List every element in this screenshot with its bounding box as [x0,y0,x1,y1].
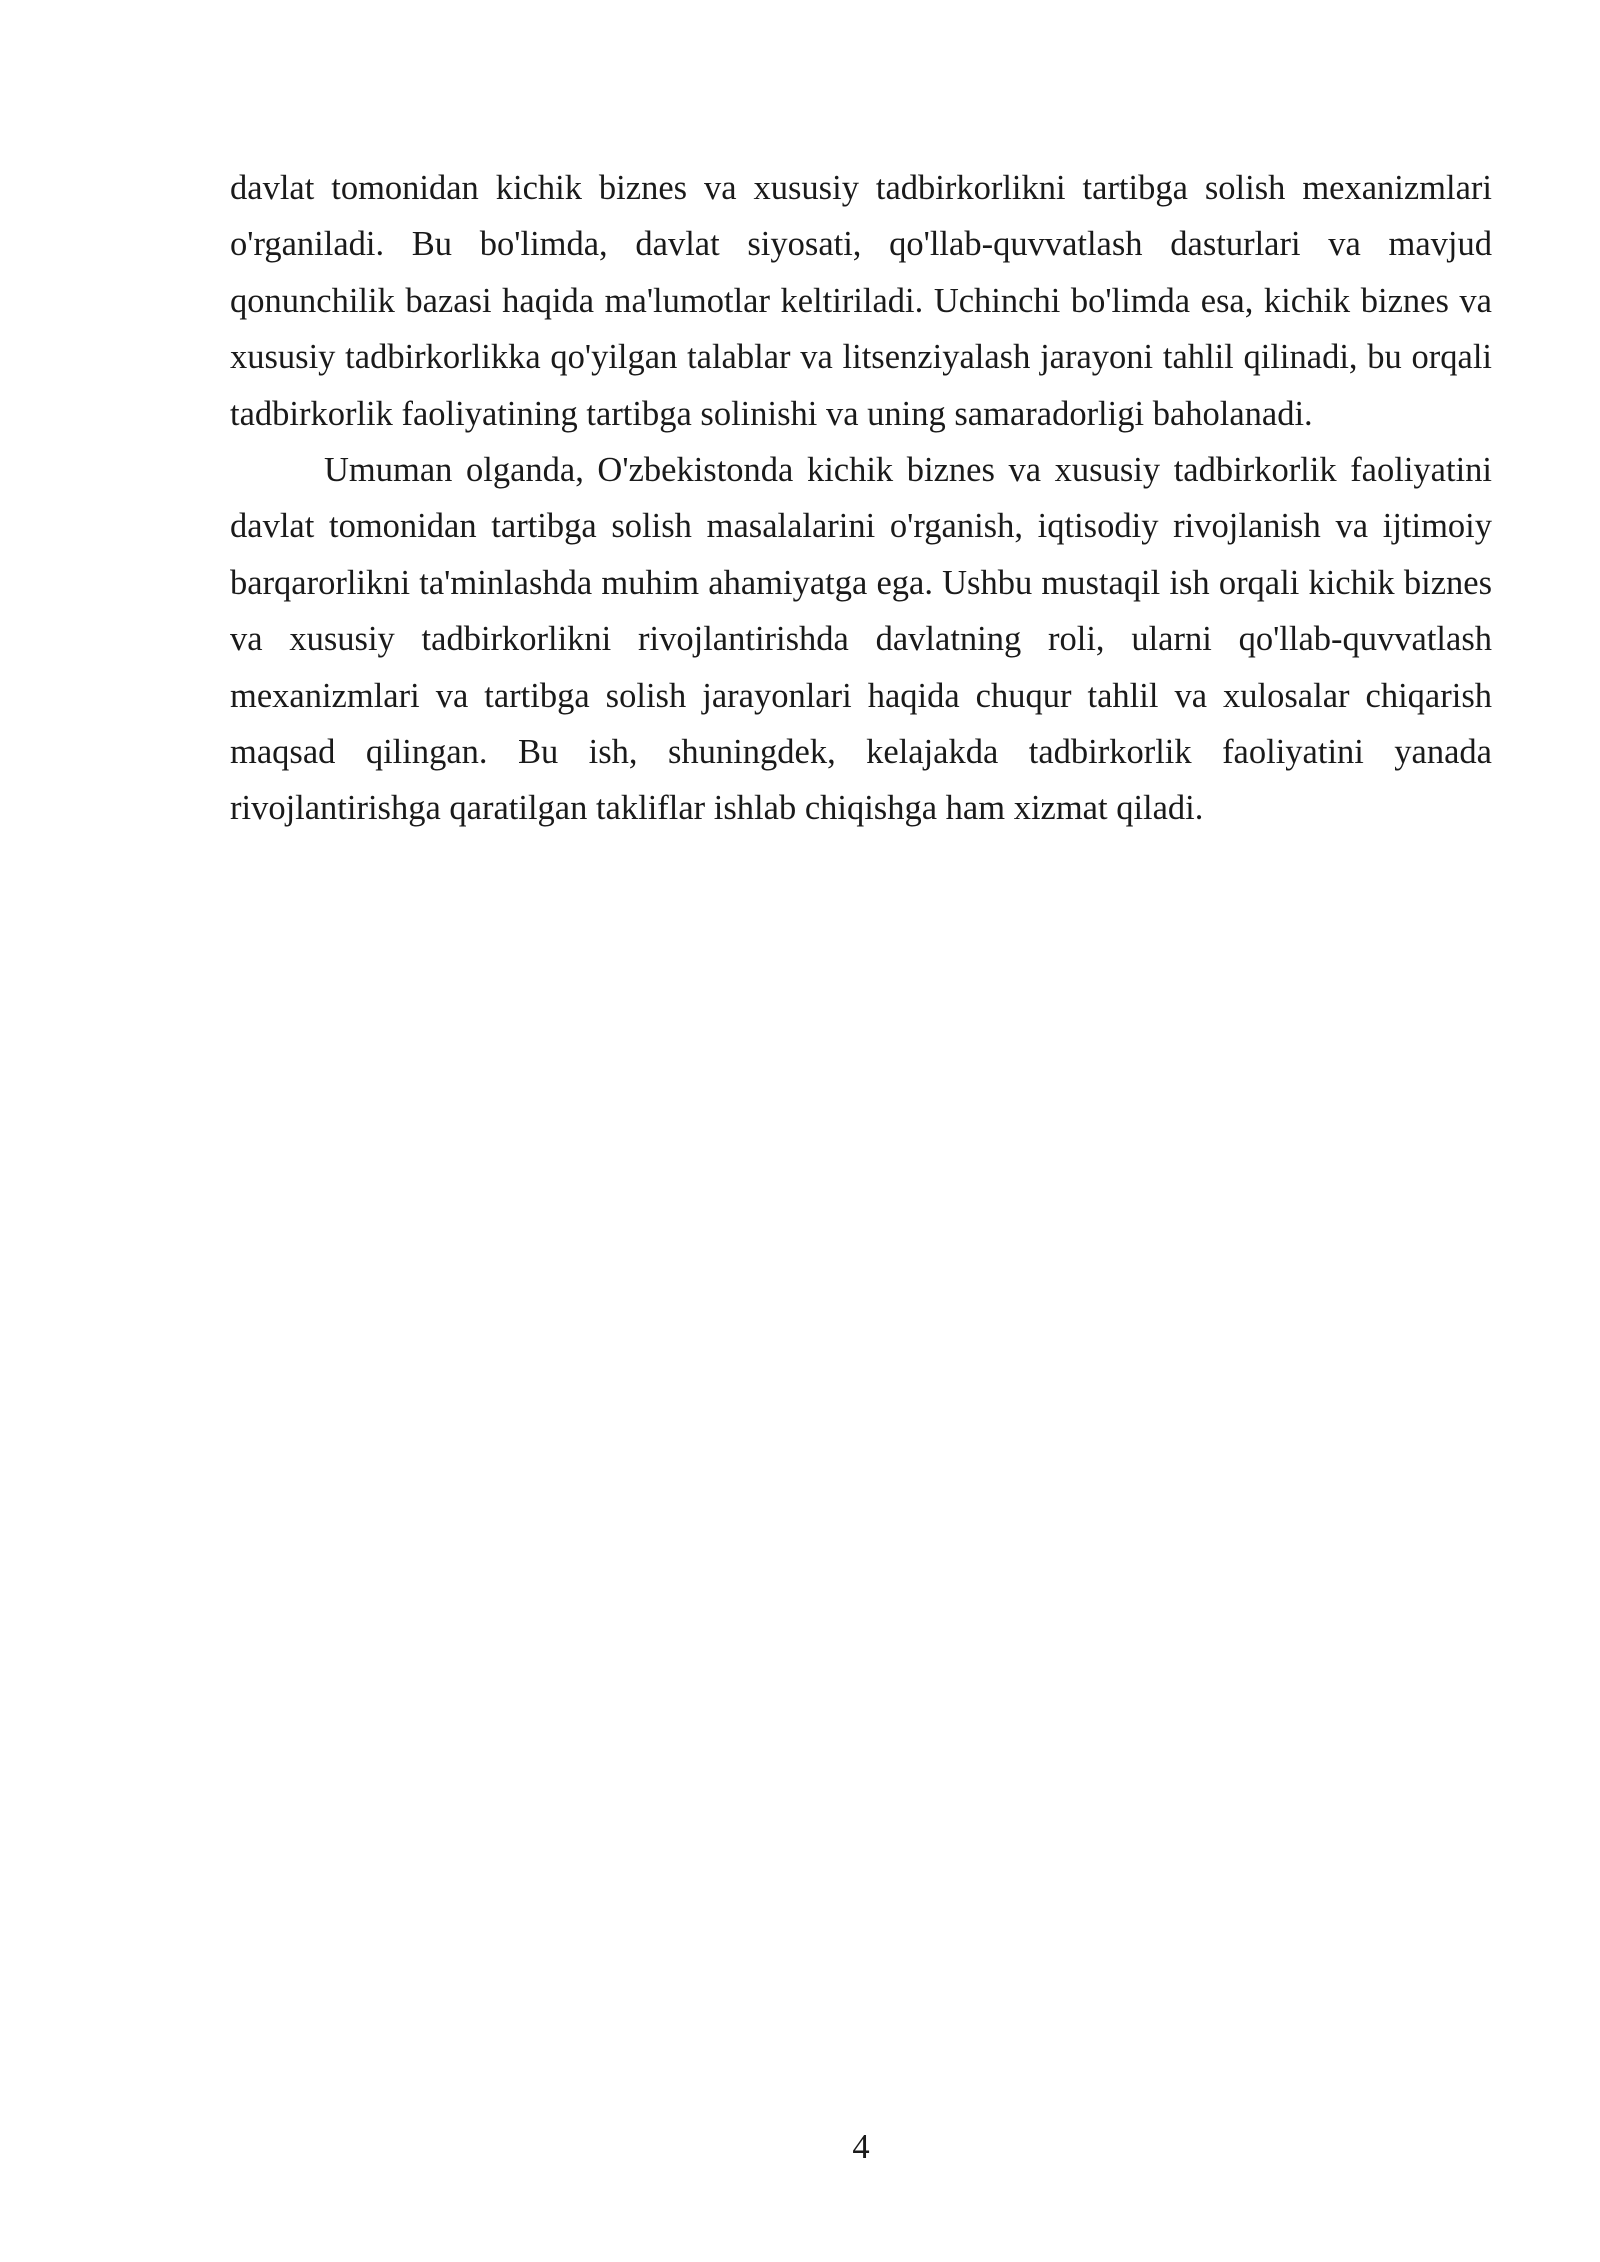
page-number: 4 [852,2128,870,2166]
body-text [230,160,1492,837]
paragraph-continuation: davlat tomonidan kichik biznes va xususiy tadbirkorlikni tartibga solish mexanizmlari o'rganiladi. Bu bo'limda, davlat siyosati, qo'llab-quvvatlash dasturlari va mavjud qonunchilik bazasi haqida ma'lumotlar keltiriladi. Uchinchi bo'limda esa, kichik biznes va xususiy tadbirkorlikka qo'yilgan talablar va litsenziyalash jarayoni tahlil qilinadi, bu orqali tadbirkorlik faoliyatining tartibga solinishi va uning samaradorligi baholanadi. [230,169,1492,433]
paragraph-conclusion: Umuman olganda, O'zbekistonda kichik biznes va xususiy tadbirkorlik faoliyatini davlat tomonidan tartibga solish masalalarini o'rganish, iqtisodiy rivojlanish va ijtimoiy barqarorlikni ta'minlashda muhim ahamiyatga ega. Ushbu mustaqil ish orqali kichik biznes va xususiy tadbirkorlikni rivojlantirishda davlatning roli, ularni qo'llab-quvvatlash mexanizmlari va tartibga solish jarayonlari haqida chuqur tahlil va xulosalar chiqarish maqsad qilingan. Bu ish, shuningdek, kelajakda tadbirkorlik faoliyatini yanada rivojlantirishga qaratilgan takliflar ishlab chiqishga ham xizmat qiladi. [230,451,1492,828]
